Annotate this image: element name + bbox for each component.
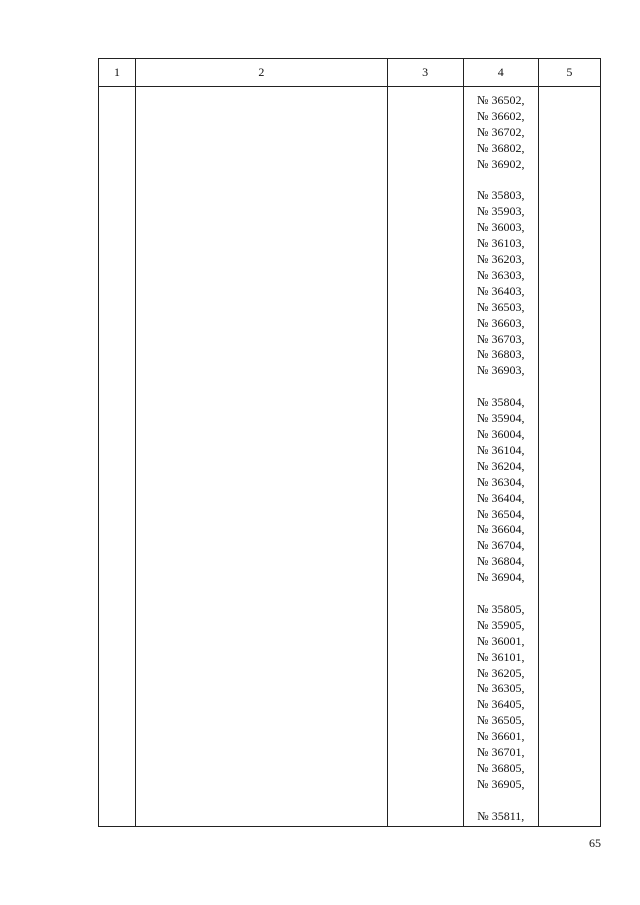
- column-header-2: 2: [136, 59, 388, 87]
- registration-number-item: № 36503,: [477, 299, 525, 314]
- registration-number-item: № 36303,: [477, 267, 525, 282]
- registration-number-item: № 36704,: [477, 538, 525, 553]
- registration-number-item: № 35803,: [477, 188, 525, 203]
- registration-number-item: № 36304,: [477, 474, 525, 489]
- page-number: 65: [589, 836, 601, 850]
- column-header-3: 3: [387, 59, 463, 87]
- registration-number-item: № 36404,: [477, 490, 525, 505]
- registration-number-item: № 36603,: [477, 315, 525, 330]
- registration-number-item: № 36103,: [477, 236, 525, 251]
- registration-number-item: № 36104,: [477, 442, 525, 457]
- registration-number-item: № 36702,: [477, 124, 525, 139]
- registration-number-item: № 36903,: [477, 363, 525, 378]
- registration-number-item: № 36004,: [477, 427, 525, 441]
- registration-number-item: № 35903,: [477, 204, 525, 219]
- registration-number-item: № 36305,: [477, 681, 525, 696]
- registration-number-item: № 35805,: [477, 601, 525, 616]
- registration-number-item: № 36604,: [477, 522, 525, 537]
- registration-number-item: № 36505,: [477, 713, 525, 728]
- registration-number-item: № 36701,: [477, 745, 525, 760]
- cell-column-1: [99, 87, 136, 827]
- registration-number-item: № 36802,: [477, 140, 525, 155]
- table-header-row: [99, 59, 601, 87]
- registration-number-item: № 36804,: [477, 554, 525, 569]
- register-table: [98, 58, 601, 827]
- registration-number-list: [464, 87, 538, 825]
- cell-column-3: [387, 87, 463, 827]
- registration-number-item: № 36504,: [477, 506, 525, 521]
- registration-number-item: № 35905,: [477, 617, 525, 632]
- registration-number-item: № 36203,: [477, 252, 525, 267]
- registration-number-item: № 36003,: [477, 220, 525, 235]
- registration-number-item: № 36405,: [477, 697, 525, 712]
- registration-number-item: № 36703,: [477, 331, 525, 346]
- registration-number-item: № 36101,: [477, 649, 525, 664]
- registration-number-item: № 36905,: [477, 776, 525, 791]
- column-header-1: 1: [99, 59, 136, 87]
- registration-number-item: № 35811,: [477, 808, 525, 823]
- column-header-5: 5: [538, 59, 600, 87]
- registration-number-item: № 36601,: [477, 729, 525, 744]
- registration-number-item: № 36204,: [477, 458, 525, 473]
- table-row: [99, 87, 601, 827]
- registration-number-item: № 36805,: [477, 761, 525, 776]
- registration-number-item: № 36803,: [477, 347, 525, 362]
- registration-number-item: № 35804,: [477, 395, 525, 410]
- registration-number-item: № 36001,: [477, 633, 525, 648]
- registration-number-item: № 36902,: [477, 156, 525, 171]
- cell-column-5: [538, 87, 600, 827]
- registration-number-item: № 36205,: [477, 665, 525, 680]
- cell-column-2: [136, 87, 388, 827]
- registration-number-item: № 36602,: [477, 108, 525, 123]
- registration-number-item: № 35904,: [477, 411, 525, 426]
- registration-number-item: № 36904,: [477, 570, 525, 585]
- registration-number-item: № 36502,: [477, 93, 525, 107]
- column-header-4: 4: [463, 59, 538, 87]
- cell-column-4: [463, 87, 538, 827]
- registration-number-item: № 36403,: [477, 283, 525, 298]
